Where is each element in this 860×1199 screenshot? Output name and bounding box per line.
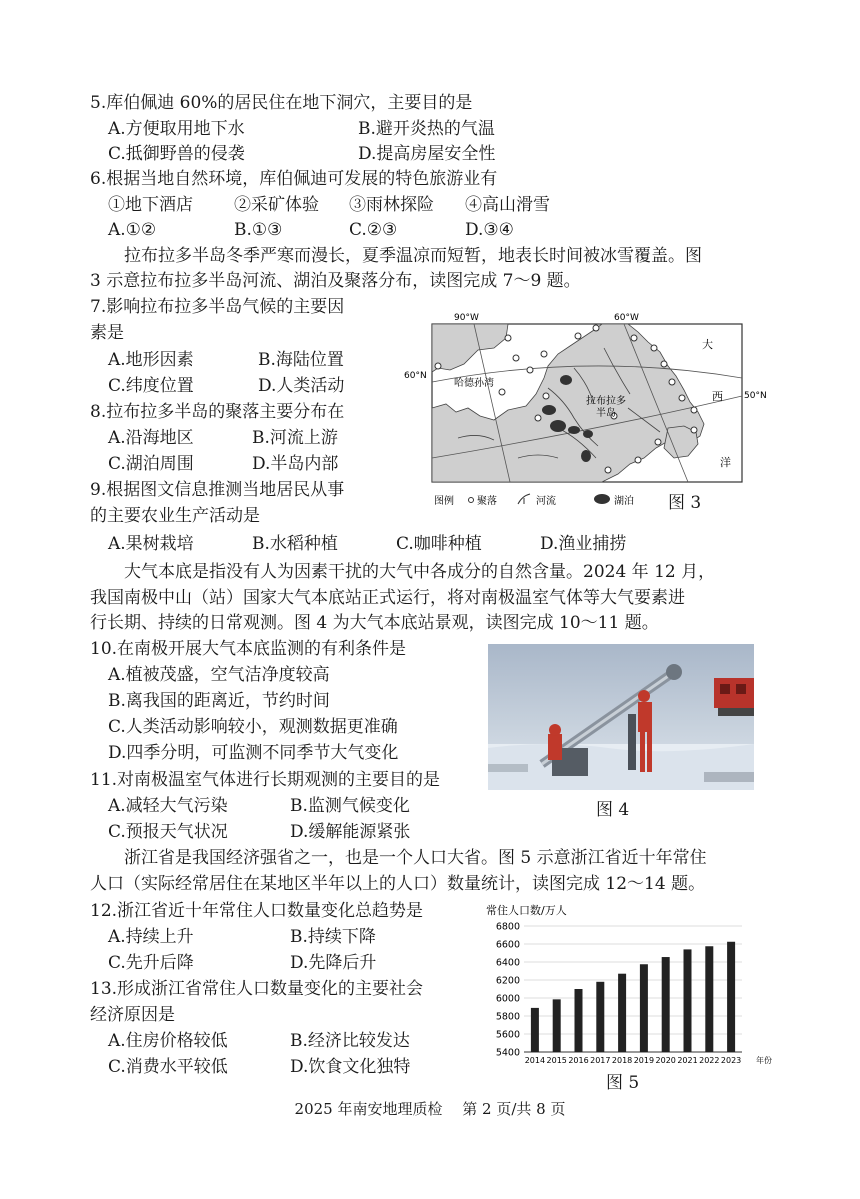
q13-option-c: C.消费水平较低 (108, 1057, 228, 1077)
figure4-caption: 图 4 (596, 800, 630, 820)
chart-xtick-label: 2023 (720, 1056, 742, 1065)
q8-stem: 8.拉布拉多半岛的聚落主要分布在 (90, 402, 345, 422)
chart-bar-2021 (684, 949, 692, 1052)
chart-ytick-label: 5600 (495, 1029, 520, 1041)
map-ocean-label-2: 西 (712, 390, 723, 403)
map-peninsula-label-2: 半岛 (596, 408, 616, 419)
q8-option-c: C.湖泊周围 (108, 454, 194, 474)
q7-option-c: C.纬度位置 (108, 376, 194, 396)
q12-option-b: B.持续下降 (290, 927, 376, 947)
q8-option-d: D.半岛内部 (252, 454, 339, 474)
population-bar-chart (480, 900, 780, 1068)
labrador-map-figure (398, 308, 770, 508)
map-lon-60w: 60°W (614, 313, 639, 323)
q11-stem: 11.对南极温室气体进行长期观测的主要目的是 (90, 770, 441, 790)
q8-option-a: A.沿海地区 (108, 428, 194, 448)
chart-bar-2020 (662, 957, 670, 1052)
chart-xtick-label: 2022 (699, 1056, 720, 1065)
intro3-line1: 浙江省是我国经济强省之一，也是一个人口大省。图 5 示意浙江省近十年常住 (124, 848, 707, 868)
q7-stem-1: 7.影响拉布拉多半岛气候的主要因 (90, 297, 345, 317)
q9-option-b: B.水稻种植 (252, 534, 338, 554)
q13-stem-2: 经济原因是 (90, 1005, 175, 1025)
q5-option-d: D.提高房屋安全性 (358, 144, 496, 164)
map-ocean-label-1: 大 (702, 338, 713, 351)
chart-bar-2023 (727, 942, 735, 1052)
labrador-map (398, 308, 770, 508)
chart-ytick-label: 6800 (495, 921, 520, 933)
q5-option-b: B.避开炎热的气温 (358, 119, 495, 139)
chart-bar-2014 (531, 1008, 539, 1052)
chart-ytick-label: 6000 (495, 993, 520, 1005)
q11-option-b: B.监测气候变化 (290, 796, 410, 816)
map-lat-50n: 50°N (744, 391, 767, 401)
chart-bar-2016 (575, 989, 583, 1052)
q7-option-a: A.地形因素 (108, 350, 194, 370)
q13-option-a: A.住房价格较低 (108, 1031, 228, 1051)
figure5-caption: 图 5 (606, 1073, 640, 1093)
q6-item-4: ④高山滑雪 (465, 195, 550, 215)
q10-option-c: C.人类活动影响较小，观测数据更准确 (108, 717, 398, 737)
q9-stem-2: 的主要农业生产活动是 (90, 506, 260, 526)
chart-xtick-label: 2015 (546, 1056, 567, 1065)
chart-xtick-label: 2017 (590, 1056, 611, 1065)
chart-bar-2022 (705, 946, 713, 1052)
q12-option-a: A.持续上升 (108, 927, 194, 947)
q11-option-c: C.预报天气状况 (108, 822, 228, 842)
legend-lake-icon (594, 494, 610, 504)
chart-ytick-label: 6600 (495, 939, 520, 951)
chart-ylabel: 常住人口数/万人 (486, 904, 567, 917)
intro2-line2: 我国南极中山（站）国家大气本底站正式运行，将对南极温室气体等大气要素进 (90, 588, 685, 608)
q12-option-c: C.先升后降 (108, 953, 194, 973)
map-peninsula-label-1: 拉布拉多 (586, 396, 626, 407)
q8-option-b: B.河流上游 (252, 428, 338, 448)
chart-xtick-label: 2014 (524, 1056, 546, 1065)
q13-stem-1: 13.形成浙江省常住人口数量变化的主要社会 (90, 979, 424, 999)
legend-river-icon (518, 494, 530, 504)
q9-stem-1: 9.根据图文信息推测当地居民从事 (90, 480, 345, 500)
q12-stem: 12.浙江省近十年常住人口数量变化总趋势是 (90, 901, 424, 921)
intro2-line3: 行长期、持续的日常观测。图 4 为大气本底站景观，读图完成 10～11 题。 (90, 613, 659, 633)
chart-xtick-label: 2019 (633, 1056, 655, 1065)
q9-option-a: A.果树栽培 (108, 534, 194, 554)
map-lon-90w: 90°W (454, 313, 479, 323)
q10-stem: 10.在南极开展大气本底监测的有利条件是 (90, 639, 407, 659)
chart-ytick-label: 5800 (495, 1011, 520, 1023)
q6-option-d: D.③④ (465, 220, 514, 240)
q6-stem: 6.根据当地自然环境，库伯佩迪可发展的特色旅游业有 (90, 169, 498, 189)
q11-option-a: A.减轻大气污染 (108, 796, 228, 816)
chart-xtick-label: 2018 (611, 1056, 633, 1065)
q6-option-c: C.②③ (349, 220, 398, 240)
q10-option-b: B.离我国的距离近，节约时间 (108, 691, 330, 711)
q6-item-2: ②采矿体验 (234, 195, 319, 215)
q10-option-d: D.四季分明，可监测不同季节大气变化 (108, 743, 399, 763)
q13-option-d: D.饮食文化独特 (290, 1057, 411, 1077)
chart-bar-2019 (640, 964, 648, 1052)
map-lat-60n: 60°N (404, 371, 427, 381)
q11-option-d: D.缓解能源紧张 (290, 822, 411, 842)
chart-xtick-label: 2020 (655, 1056, 676, 1065)
q5-option-c: C.抵御野兽的侵袭 (108, 144, 245, 164)
map-hudson-bay-label: 哈德孙湾 (454, 378, 494, 389)
map-legend-lake: 湖泊 (614, 496, 634, 507)
population-chart-figure (480, 900, 780, 1068)
q5-stem: 5.库伯佩迪 60%的居民住在地下洞穴，主要目的是 (90, 93, 473, 113)
chart-xtick-label: 2016 (568, 1056, 589, 1065)
q7-option-d: D.人类活动 (258, 376, 345, 396)
map-legend-river: 河流 (536, 496, 556, 507)
chart-xunit-label: 年份 (756, 1056, 772, 1065)
q9-option-d: D.渔业捕捞 (540, 534, 627, 554)
chart-bar-2017 (596, 982, 604, 1052)
map-legend-settlement: 聚落 (477, 496, 497, 507)
q6-item-3: ③雨林探险 (349, 195, 434, 215)
chart-bar-2018 (618, 974, 626, 1052)
atmospheric-station-photo (488, 644, 754, 790)
q5-option-a: A.方便取用地下水 (108, 119, 245, 139)
chart-bar-2015 (553, 999, 561, 1052)
q13-option-b: B.经济比较发达 (290, 1031, 410, 1051)
chart-ytick-label: 5400 (495, 1047, 520, 1059)
q12-option-d: D.先降后升 (290, 953, 377, 973)
map-ocean-label-3: 洋 (720, 456, 731, 469)
page-footer: 2025 年南安地理质检 第 2 页/共 8 页 (294, 1100, 566, 1118)
chart-ytick-label: 6200 (495, 975, 520, 987)
figure3-caption: 图 3 (668, 493, 702, 513)
q10-option-a: A.植被茂盛，空气洁净度较高 (108, 665, 330, 685)
q6-item-1: ①地下酒店 (108, 195, 193, 215)
chart-ytick-label: 6400 (495, 957, 520, 969)
q6-option-b: B.①③ (234, 220, 283, 240)
q6-option-a: A.①② (108, 220, 157, 240)
intro3-line2: 人口（实际经常居住在某地区半年以上的人口）数量统计，读图完成 12～14 题。 (90, 874, 706, 894)
q7-stem-2: 素是 (90, 323, 124, 343)
q9-option-c: C.咖啡种植 (396, 534, 482, 554)
intro2-line1: 大气本底是指没有人为因素干扰的大气中各成分的自然含量。2024 年 12 月， (124, 562, 716, 582)
intro1-line1: 拉布拉多半岛冬季严寒而漫长，夏季温凉而短暂，地表长时间被冰雪覆盖。图 (124, 246, 702, 266)
legend-settlement-icon (469, 498, 474, 503)
intro1-line2: 3 示意拉布拉多半岛河流、湖泊及聚落分布，读图完成 7～9 题。 (90, 271, 581, 291)
q7-option-b: B.海陆位置 (258, 350, 344, 370)
chart-xtick-label: 2021 (677, 1056, 698, 1065)
map-legend-title: 图例 (434, 496, 454, 507)
